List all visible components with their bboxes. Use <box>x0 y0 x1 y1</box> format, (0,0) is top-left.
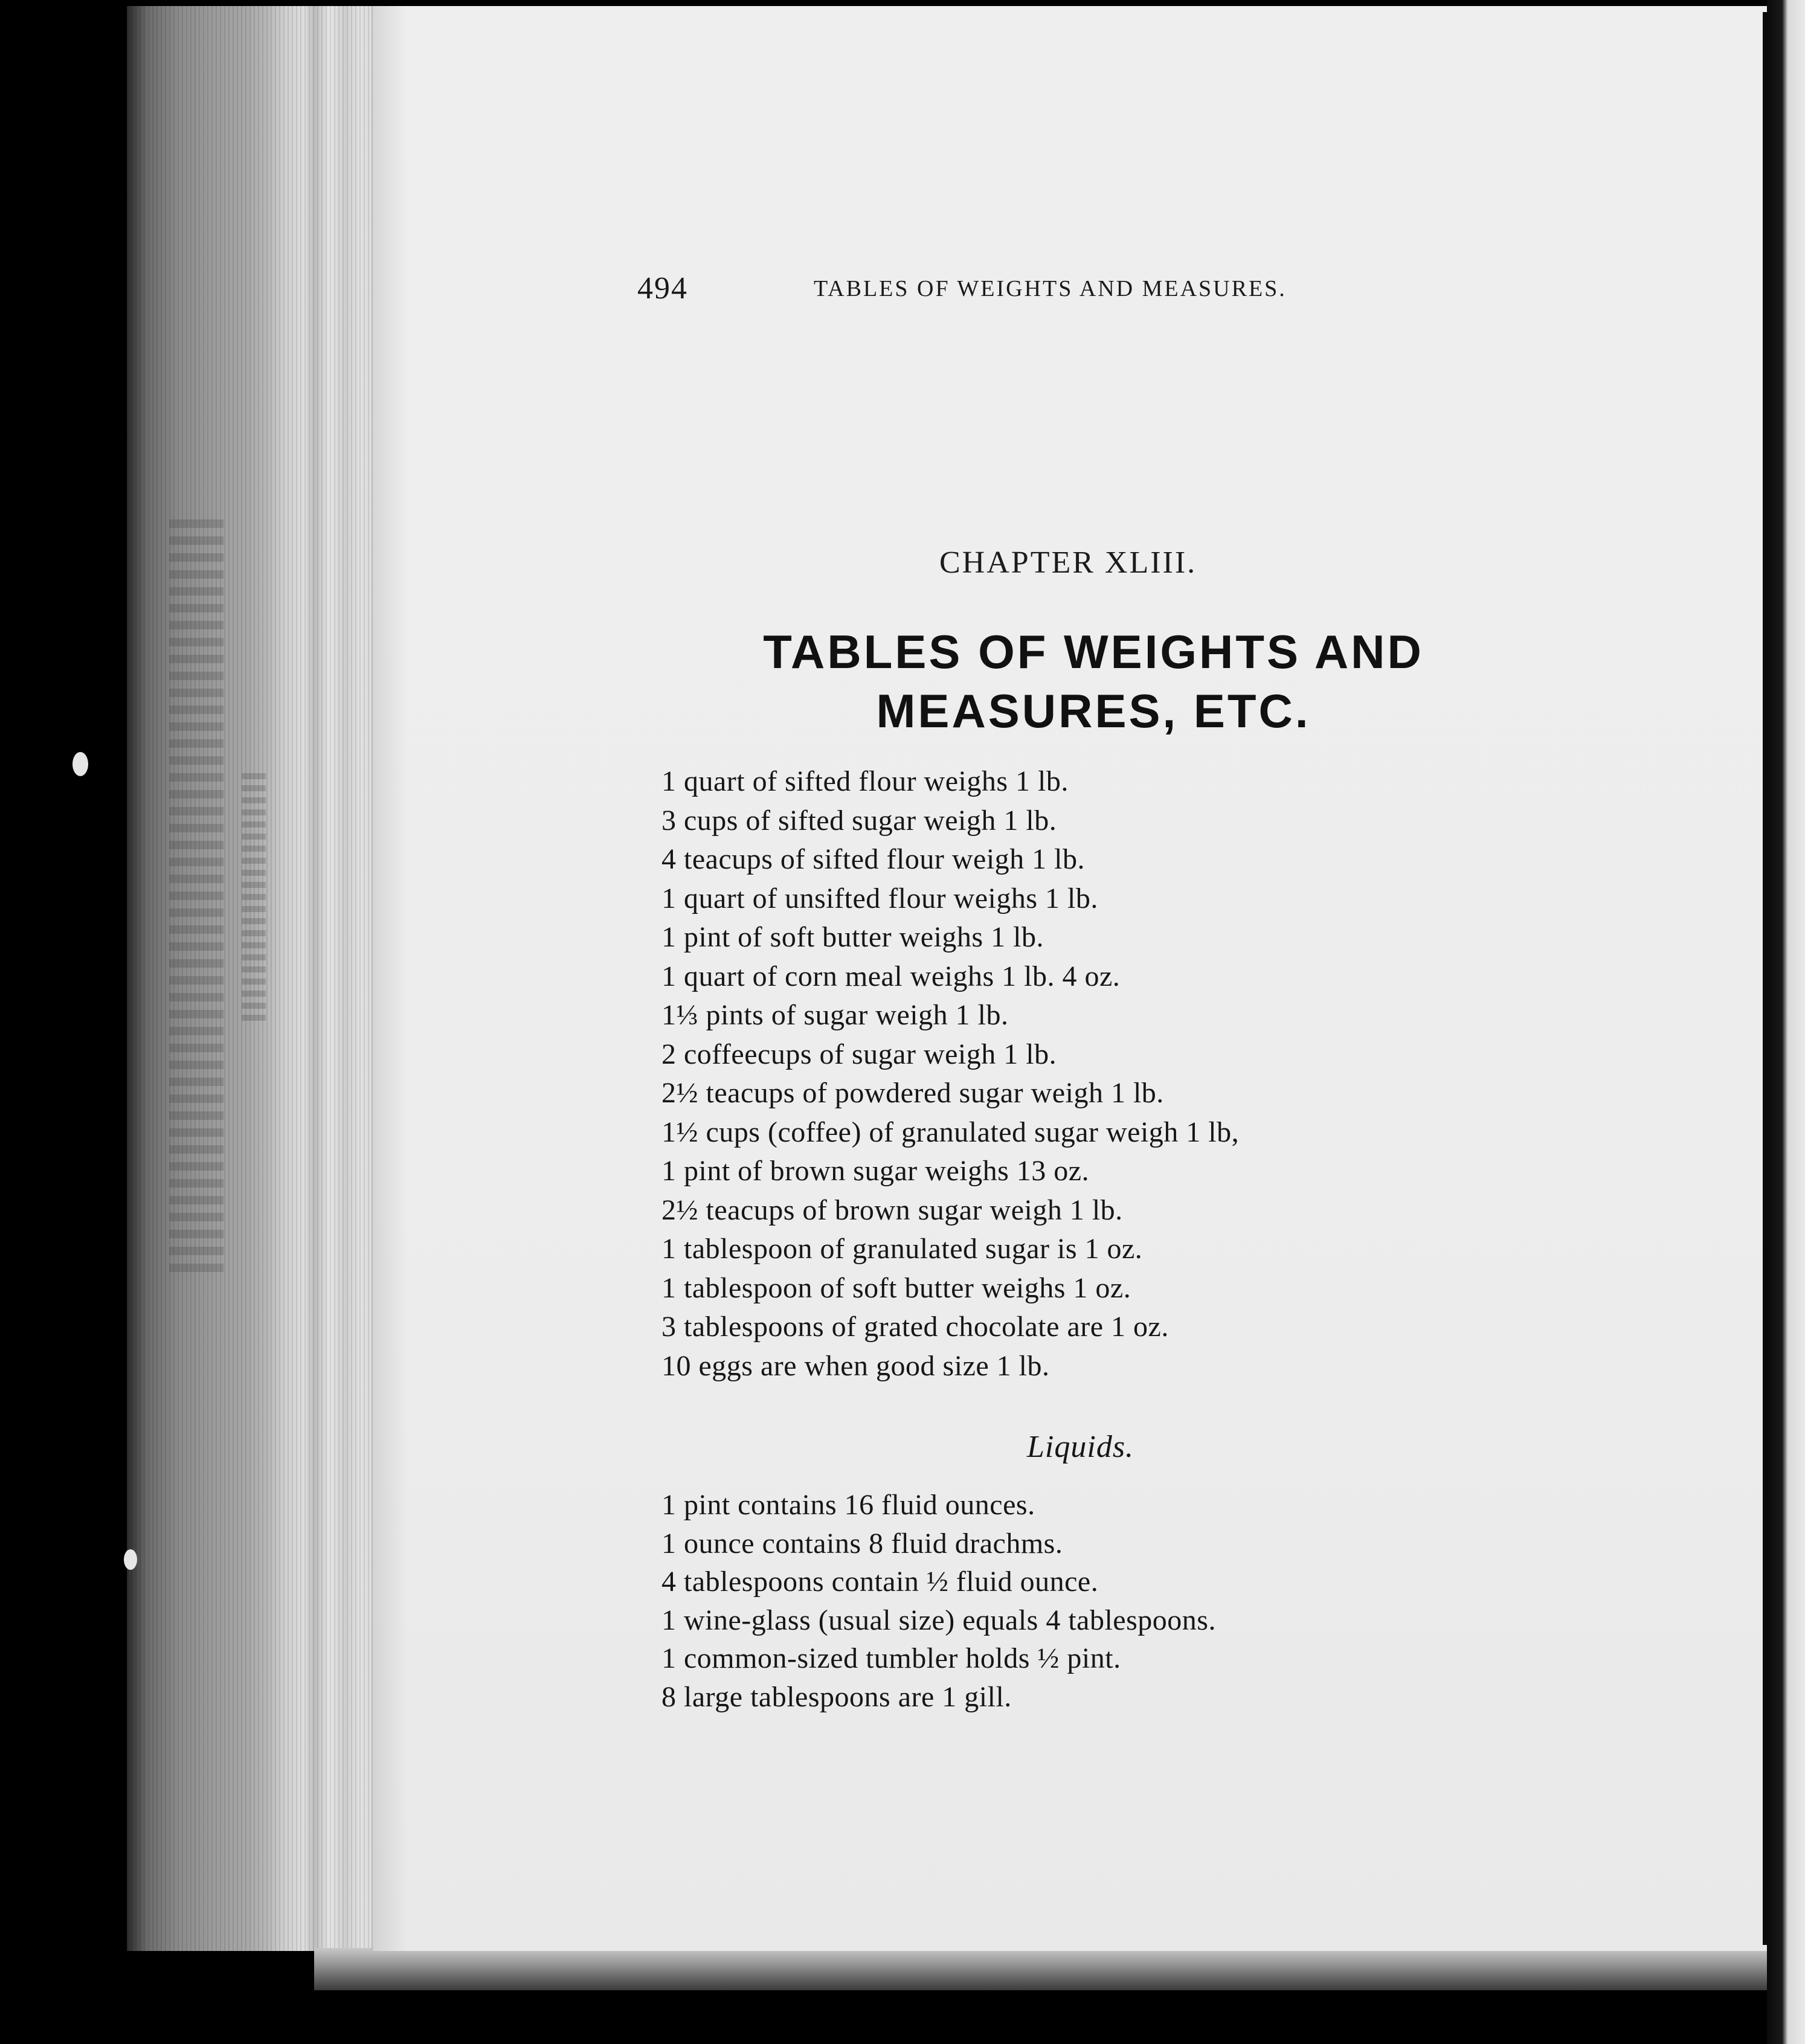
page-number: 494 <box>637 271 688 306</box>
chapter-title-line-2: MEASURES, ETC. <box>876 684 1311 738</box>
next-page-edge <box>1767 0 1805 2044</box>
chapter-label: CHAPTER XLIII. <box>939 545 1197 580</box>
list-item: 1 tablespoon of granulated sugar is 1 oz. <box>661 1233 1143 1265</box>
scan-speck <box>72 752 88 776</box>
list-item: 1 quart of sifted flour weighs 1 lb. <box>661 765 1069 797</box>
liquids-list <box>661 1486 1507 1716</box>
list-item: 1 quart of unsifted flour weighs 1 lb. <box>661 882 1098 914</box>
list-item: 2½ teacups of powdered sugar weigh 1 lb. <box>661 1077 1164 1109</box>
list-item: 2 coffeecups of sugar weigh 1 lb. <box>661 1038 1057 1070</box>
list-item: 1 ounce contains 8 fluid drachms. <box>661 1527 1063 1560</box>
list-item: 3 cups of sifted sugar weigh 1 lb. <box>661 804 1057 837</box>
list-item: 1 pint of brown sugar weighs 13 oz. <box>661 1155 1090 1187</box>
list-item: 1 quart of corn meal weighs 1 lb. 4 oz. <box>661 960 1121 992</box>
running-title: TABLES OF WEIGHTS AND MEASURES. <box>814 276 1287 301</box>
list-item: 1 common-sized tumbler holds ½ pint. <box>661 1642 1121 1674</box>
list-item: 1 wine-glass (usual size) equals 4 tablespoons. <box>661 1604 1216 1636</box>
chapter-title-line-1: TABLES OF WEIGHTS AND <box>763 625 1424 678</box>
running-head <box>637 271 1423 313</box>
edge-marking-small <box>242 773 266 1027</box>
list-item: 1 tablespoon of soft butter weighs 1 oz. <box>661 1271 1131 1304</box>
list-item: 1½ cups (coffee) of granulated sugar weigh 1 lb, <box>661 1116 1240 1148</box>
page-gutter-shadow <box>372 6 408 1951</box>
book-bottom-edge <box>314 1948 1776 1990</box>
list-item: 1 pint of soft butter weighs 1 lb. <box>661 921 1044 953</box>
weights-list <box>661 762 1507 1386</box>
list-item: 1 pint contains 16 fluid ounces. <box>661 1489 1035 1521</box>
chapter-title <box>695 622 1492 741</box>
list-item: 4 teacups of sifted flour weigh 1 lb. <box>661 843 1085 875</box>
edge-marking <box>169 519 224 1274</box>
list-item: 1⅓ pints of sugar weigh 1 lb. <box>661 999 1009 1031</box>
liquids-heading: Liquids. <box>1027 1430 1134 1464</box>
list-item: 10 eggs are when good size 1 lb. <box>661 1349 1050 1382</box>
list-item: 8 large tablespoons are 1 gill. <box>661 1680 1012 1713</box>
list-item: 2½ teacups of brown sugar weigh 1 lb. <box>661 1194 1123 1226</box>
scan-speck <box>124 1549 137 1570</box>
list-item: 4 tablespoons contain ½ fluid ounce. <box>661 1566 1099 1598</box>
list-item: 3 tablespoons of grated chocolate are 1 oz. <box>661 1311 1169 1343</box>
